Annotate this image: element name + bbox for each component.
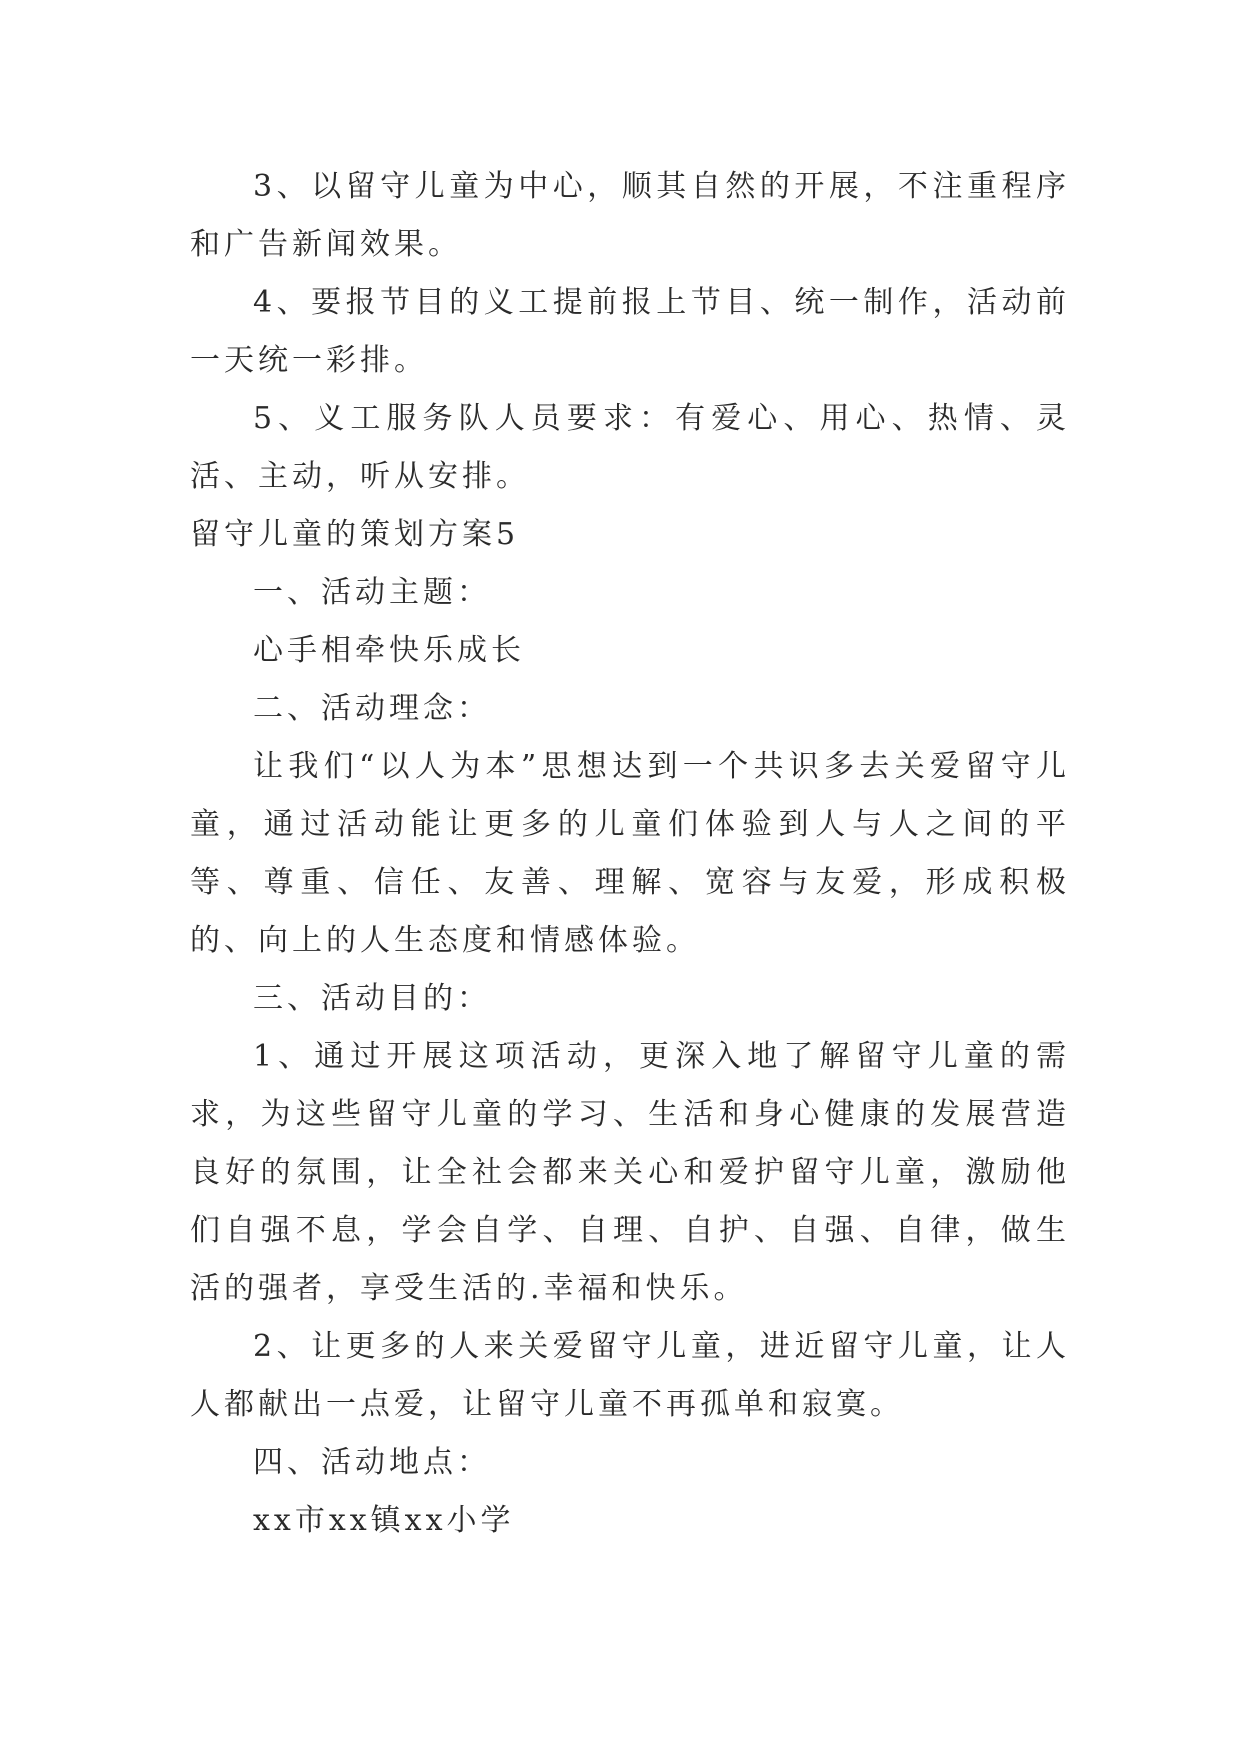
document-body — [190, 158, 1070, 1550]
heading-activity-location: 四、活动地点： — [253, 1445, 491, 1480]
purpose-item-1: 1、通过开展这项活动，更深入地了解留守儿童的需求，为这些留守儿童的学习、生活和身心健康的发展营造良好的氛围，让全社会都来关心和爱护留守儿童，激励他们自强不息，学会自学、自理、自护、自强、自律，做生活的强者，享受生活的.幸福和快乐。 — [190, 1039, 1070, 1306]
paragraph-item-3: 3、以留守儿童为中心，顺其自然的开展，不注重程序和广告新闻效果。 — [190, 169, 1070, 262]
paragraph-item-5: 5、义工服务队人员要求：有爱心、用心、热情、灵活、主动，听从安排。 — [190, 401, 1070, 494]
purpose-item-2: 2、让更多的人来关爱留守儿童，进近留守儿童，让人人都献出一点爱，让留守儿童不再孤单和寂寞。 — [190, 1329, 1070, 1422]
activity-location-text: xx市xx镇xx小学 — [253, 1503, 515, 1538]
heading-activity-theme: 一、活动主题： — [253, 575, 491, 610]
activity-theme-text: 心手相牵快乐成长 — [253, 633, 525, 668]
section-title: 留守儿童的策划方案5 — [190, 517, 520, 552]
heading-activity-concept: 二、活动理念： — [253, 691, 491, 726]
heading-activity-purpose: 三、活动目的： — [253, 981, 491, 1016]
paragraph-item-4: 4、要报节目的义工提前报上节目、统一制作，活动前一天统一彩排。 — [190, 285, 1070, 378]
activity-concept-text: 让我们“以人为本”思想达到一个共识多去关爱留守儿童，通过活动能让更多的儿童们体验到人与人之间的平等、尊重、信任、友善、理解、宽容与友爱，形成积极的、向上的人生态度和情感体验。 — [190, 749, 1070, 958]
